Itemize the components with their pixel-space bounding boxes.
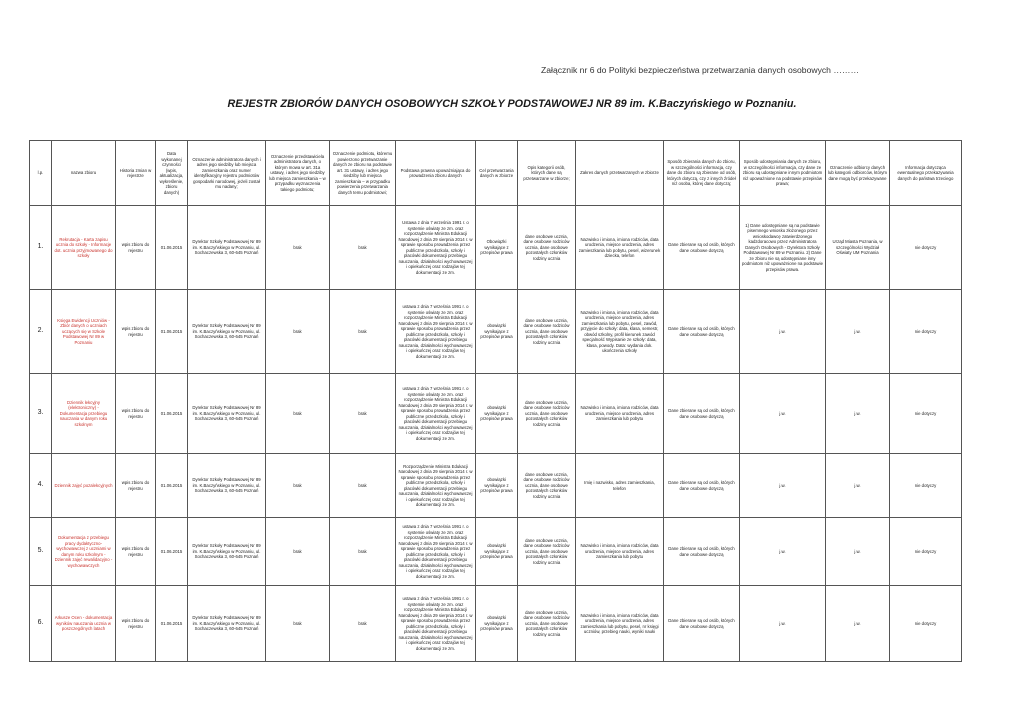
admin-cell: Dyrektor Szkoły Podstawowej Nr 89 im. K.Baczyńskiego w Poznaniu, ul. Sochaczewska 3, 60-645 Poznań	[188, 454, 266, 518]
representative-cell: brak	[266, 454, 330, 518]
processor-cell: brak	[330, 586, 396, 662]
legal-basis-cell: ustawa z dnia 7 września 1991 r. o systemie oświaty ze zm. oraz rozporządzenie Ministra Edukacji Narodowej z dnia 29 sierpnia 2014 r. w sprawie sposobu prowadzenia przez publiczne przedszkola, szkoły i placówki dokumentacji przebiegu nauczania, działalności wychowawczej i opiekuńczej oraz rodzajów tej dokumentacji ze zm.	[396, 374, 476, 454]
header-third-country: Informacja dotycząca ewentualnego przekazywania danych do państwa trzeciego	[890, 141, 962, 206]
scope-cell: Nazwisko i imiona, imiona rodziców, data urodzenia, miejsce urodzenia, adres zamieszkania lub pobytu, pesel, wizerunek dziecka, telefon	[576, 206, 664, 290]
dataset-name: Dziennik lekcyjny (elektroniczny) - Dokumentacja przebiegu nauczania w danym roku szkolnym	[52, 374, 116, 454]
row-number: 6.	[30, 586, 52, 662]
date-cell: 01.06.2015	[156, 586, 188, 662]
representative-cell: brak	[266, 586, 330, 662]
table-row	[30, 374, 962, 454]
representative-cell: brak	[266, 290, 330, 374]
processor-cell: brak	[330, 518, 396, 586]
table-row	[30, 454, 962, 518]
purpose-cell: Obowiązki wynikające z przepisów prawa	[476, 206, 518, 290]
recipients-cell: Urząd Miasta Poznania, w szczególności Wydział Oświaty UM Poznania	[826, 206, 890, 290]
scope-cell: Nazwisko i imiona, imiona rodziców, data urodzenia, miejsce urodzenia, adres zamieszkania lub pobytu	[576, 374, 664, 454]
sharing-cell: j.w.	[740, 374, 826, 454]
header-lp: l.p.	[30, 141, 52, 206]
collection-cell: Dane zbierane są od osób, których dane osobowe dotyczą	[664, 206, 740, 290]
third-country-cell: nie dotyczy	[890, 290, 962, 374]
scope-cell: Imię i nazwisko, adres zamieszkania, telefon	[576, 454, 664, 518]
sharing-cell: j.w.	[740, 290, 826, 374]
sharing-cell: j.w.	[740, 518, 826, 586]
collection-cell: Dane zbierane są od osób, których dane osobowe dotyczą	[664, 374, 740, 454]
row-number: 2.	[30, 290, 52, 374]
legal-basis-cell: ustawa z dnia 7 września 1991 r. o systemie oświaty ze zm. oraz rozporządzenie Ministra Edukacji Narodowej z dnia 29 sierpnia 2014 r. w sprawie sposobu prowadzenia przez publiczne przedszkola, szkoły i placówki dokumentacji przebiegu nauczania, działalności wychowawczej i opiekuńczej oraz rodzajów tej dokumentacji ze zm.	[396, 290, 476, 374]
purpose-cell: obowiązki wynikające z przepisów prawa	[476, 290, 518, 374]
persons-cell: dane osobowe ucznia, dane osobowe rodziców ucznia, dane osobowe pozostałych członków rodziny ucznia	[518, 586, 576, 662]
date-cell: 01.06.2015	[156, 518, 188, 586]
purpose-cell: obowiązki wynikające z przepisów prawa	[476, 454, 518, 518]
dataset-name: Arkusze Ocen - dokumentacja wyników nauczania ucznia w poszczególnych latach	[52, 586, 116, 662]
header-legal-basis: Podstawa prawna upoważniająca do prowadzenia zbioru danych	[396, 141, 476, 206]
legal-basis-cell: Ustawa z dnia 7 września 1991 r. o systemie oświaty ze zm. oraz rozporządzenie Ministra Edukacji Narodowej z dnia 29 sierpnia 2014 r. w sprawie sposobu prowadzenia przez publiczne przedszkola, szkoły i placówki dokumentacji przebiegu nauczania, działalności wychowawczej i opiekuńczej oraz rodzajów tej dokumentacji ze zm.	[396, 206, 476, 290]
table-row	[30, 290, 962, 374]
sharing-cell: j.w.	[740, 454, 826, 518]
collection-cell: Dane zbierane są od osób, których dane osobowe dotyczą	[664, 290, 740, 374]
third-country-cell: nie dotyczy	[890, 374, 962, 454]
header-sharing: Sposób udostępniania danych ze zbioru, w szczególności informacja, czy dane ze zbioru są udostępniane innym podmiotom niż upoważnione na podstawie przepisów prawa;	[740, 141, 826, 206]
processor-cell: brak	[330, 206, 396, 290]
attachment-note: Załącznik nr 6 do Polityki bezpieczeństwa przetwarzania danych osobowych ………	[541, 65, 860, 75]
representative-cell: brak	[266, 518, 330, 586]
scope-cell: Nazwisko i imiona, imiona rodziców, data urodzenia, miejsce urodzenia, adres zamieszkania lub pobytu, pesel, nr księgi uczniów, przebieg nauki, wyniki nauki	[576, 586, 664, 662]
header-date: Data wykonanej czynności (wpis, aktualizacja, wykreślenie, zbioru danych)	[156, 141, 188, 206]
third-country-cell: nie dotyczy	[890, 454, 962, 518]
header-history: Historia zmian w rejestrze	[116, 141, 156, 206]
persons-cell: dane osobowe ucznia, dane osobowe rodziców ucznia, dane osobowe pozostałych członków rodziny ucznia	[518, 518, 576, 586]
purpose-cell: obowiązki wynikające z przepisów prawa	[476, 374, 518, 454]
legal-basis-cell: ustawa z dnia 7 września 1991 r. o systemie oświaty ze zm. oraz rozporządzenie Ministra Edukacji Narodowej z dnia 29 sierpnia 2014 r. w sprawie sposobu prowadzenia przez publiczne przedszkola, szkoły i placówki dokumentacji przebiegu nauczania, działalności wychowawczej i opiekuńczej oraz rodzajów tej dokumentacji ze zm.	[396, 586, 476, 662]
history-cell: wpis zbioru do rejestru	[116, 374, 156, 454]
row-number: 5.	[30, 518, 52, 586]
header-collection: Sposób zbierania danych do zbioru, w szczególności informacja, czy dane do zbioru są zbierane od osób, których dotyczą, czy z innych źródeł niż osoba, której dane dotyczą;	[664, 141, 740, 206]
persons-cell: dane osobowe ucznia, dane osobowe rodziców ucznia, dane osobowe pozostałych członków rodziny ucznia	[518, 374, 576, 454]
recipients-cell: j.w.	[826, 290, 890, 374]
purpose-cell: obowiązki wynikające z przepisów prawa	[476, 586, 518, 662]
header-processor: Oznaczenie podmiotu, któremu powierzono przetwarzanie danych ze zbioru na podstawie art. 31 ustawy, i adres jego siedziby lub miejsca zamieszkania – w przypadku powierzenia przetwarzania danych temu podmiotowi;	[330, 141, 396, 206]
collection-cell: Dane zbierane są od osób, których dane osobowe dotyczą	[664, 518, 740, 586]
history-cell: wpis zbioru do rejestru	[116, 290, 156, 374]
admin-cell: Dyrektor Szkoły Podstawowej Nr 89 im. K.Baczyńskiego w Poznaniu, ul. Sochaczewska 3, 60-645 Poznań	[188, 206, 266, 290]
table-row	[30, 206, 962, 290]
persons-cell: dane osobowe ucznia, dane osobowe rodziców ucznia, dane osobowe pozostałych członków rodziny ucznia	[518, 454, 576, 518]
header-admin: Oznaczenie administratora danych i adres jego siedziby lub miejsca zamieszkania oraz numer identyfikacyjny rejestru podmiotów gospodarki narodowej, jeżeli został mu nadany;	[188, 141, 266, 206]
admin-cell: Dyrektor Szkoły Podstawowej Nr 89 im. K.Baczyńskiego w Poznaniu, ul. Sochaczewska 3, 60-645 Poznań	[188, 290, 266, 374]
admin-cell: Dyrektor Szkoły Podstawowej Nr 89 im. K.Baczyńskiego w Poznaniu, ul. Sochaczewska 3, 60-645 Poznań	[188, 518, 266, 586]
legal-basis-cell: Rozporządzenie Ministra Edukacji Narodowej z dnia 29 sierpnia 2014 r. w sprawie sposobu prowadzenia przez publiczne przedszkola, szkoły i placówki dokumentacji przebiegu nauczania, działalności wychowawczej i opiekuńczej oraz rodzajów tej dokumentacji ze zm.	[396, 454, 476, 518]
table-row	[30, 518, 962, 586]
table-row	[30, 586, 962, 662]
collection-cell: Dane zbierane są od osób, których dane osobowe dotyczą	[664, 586, 740, 662]
representative-cell: brak	[266, 206, 330, 290]
purpose-cell: obowiązki wynikające z przepisów prawa	[476, 518, 518, 586]
header-persons: Opis kategorii osób, których dane są przetwarzane w zbiorze;	[518, 141, 576, 206]
processor-cell: brak	[330, 290, 396, 374]
scope-cell: Nazwisko i imiona, imiona rodziców, data urodzenia, miejsce urodzenia, adres zamieszkania lub pobytu	[576, 518, 664, 586]
third-country-cell: nie dotyczy	[890, 206, 962, 290]
sharing-cell: 1) Dane udostępniane są na podstawie pisemnego wniosku złożonego przez wnioskodawcę zatwierdzonego kadzdoracowo przez Administratora Danych Osobowych - Dyrektora Szkoły Podstawowej Nr 89 w Poznaniu. 2) Dane ze zbioru nie są udostępniane inny podmiotom niż upoważnione na podstawie przepisów prawa.	[740, 206, 826, 290]
header-recipients: Oznaczenie odbiorcy danych lub kategorii odbiorców, którym dane mogą być przekazywane	[826, 141, 890, 206]
recipients-cell: j.w.	[826, 454, 890, 518]
history-cell: wpis zbioru do rejestru	[116, 206, 156, 290]
dataset-name: Dokumentacja z przebiegu pracy dydaktyczno-wychowawczej z uczniami w danym roku szkolnym - Dziennik zajęć rewalidacyjno - wychowawczych	[52, 518, 116, 586]
scope-cell: Nazwisko i imiona, imiona rodziców, data urodzenia, miejsce urodzenia, adres zamieszkania lub pobytu, pesel, zawód, przyjęcie do szkoły: data, klasa, semestr, obwód szkolny, profil kierunek zawód specjalność Wypisanie ze szkoły: data, klasa, powody. Data: wydania dok. ukończenia szkoły	[576, 290, 664, 374]
date-cell: 01.06.2015	[156, 290, 188, 374]
processor-cell: brak	[330, 454, 396, 518]
dataset-name: Rekrutacja - Karta zapisu ucznia do szkoły - Informacje dot. ucznia przyjmowanego do szkoły	[52, 206, 116, 290]
persons-cell: dane osobowe ucznia, dane osobowe rodziców ucznia, dane osobowe pozostałych członków rodziny ucznia	[518, 290, 576, 374]
date-cell: 01.06.2015	[156, 374, 188, 454]
sharing-cell: j.w.	[740, 586, 826, 662]
header-representative: Oznaczenie przedstawiciela administratora danych, o którym mowa w art. 31a ustawy, i adres jego siedziby lub miejsca zamieszkania – w przypadku wyznaczenia takiego podmiotu;	[266, 141, 330, 206]
dataset-name: Dziennik zajęć pozalekcyjnych	[52, 454, 116, 518]
persons-cell: dane osobowe ucznia, dane osobowe rodziców ucznia, dane osobowe pozostałych członków rodziny ucznia	[518, 206, 576, 290]
collection-cell: Dane zbierane są od osób, których dane osobowe dotyczą	[664, 454, 740, 518]
header-name: nazwa zbioru	[52, 141, 116, 206]
third-country-cell: nie dotyczy	[890, 518, 962, 586]
history-cell: wpis zbioru do rejestru	[116, 518, 156, 586]
history-cell: wpis zbioru do rejestru	[116, 586, 156, 662]
row-number: 4.	[30, 454, 52, 518]
page-title: REJESTR ZBIORÓW DANYCH OSOBOWYCH SZKOŁY PODSTAWOWEJ NR 89 im. K.Baczyńskiego w Poznaniu.	[227, 98, 797, 110]
row-number: 3.	[30, 374, 52, 454]
history-cell: wpis zbioru do rejestru	[116, 454, 156, 518]
admin-cell: Dyrektor Szkoły Podstawowej Nr 89 im. K.Baczyńskiego w Poznaniu, ul. Sochaczewska 3, 60-645 Poznań	[188, 374, 266, 454]
recipients-cell: j.w.	[826, 374, 890, 454]
representative-cell: brak	[266, 374, 330, 454]
table-header-row	[30, 141, 962, 206]
register-table	[29, 140, 962, 662]
recipients-cell: j.w.	[826, 586, 890, 662]
date-cell: 01.06.2015	[156, 454, 188, 518]
legal-basis-cell: ustawa z dnia 7 września 1991 r. o systemie oświaty ze zm. oraz rozporządzenie Ministra Edukacji Narodowej z dnia 29 sierpnia 2014 r. w sprawie sposobu prowadzenia przez publiczne przedszkola, szkoły i placówki dokumentacji przebiegu nauczania, działalności wychowawczej i opiekuńczej oraz rodzajów tej dokumentacji ze zm.	[396, 518, 476, 586]
header-purpose: Cel przetwarzania danych w zbiorze	[476, 141, 518, 206]
header-scope: Zakres danych przetwarzanych w zbiorze	[576, 141, 664, 206]
recipients-cell: j.w.	[826, 518, 890, 586]
processor-cell: brak	[330, 374, 396, 454]
admin-cell: Dyrektor Szkoły Podstawowej Nr 89 im. K.Baczyńskiego w Poznaniu, ul. Sochaczewska 3, 60-645 Poznań	[188, 586, 266, 662]
row-number: 1.	[30, 206, 52, 290]
dataset-name: Księga Ewidencji Uczniów - Zbiór danych o uczniach uczących się w Szkole Podstawowej Nr 89 w Poznaniu	[52, 290, 116, 374]
third-country-cell: nie dotyczy	[890, 586, 962, 662]
date-cell: 01.06.2015	[156, 206, 188, 290]
